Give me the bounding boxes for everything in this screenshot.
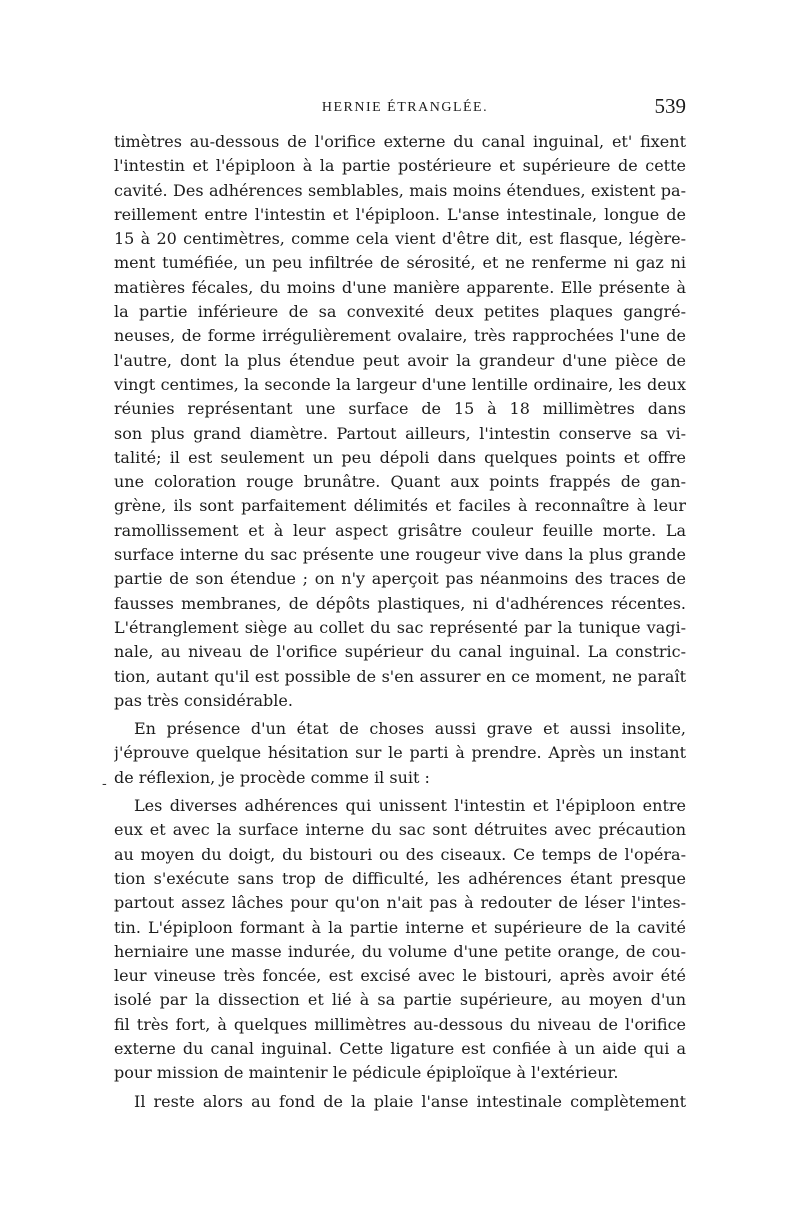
text-line: partie de son étendue ; on n'y aperçoit pas néanmoins des traces de: [114, 569, 686, 589]
text-line: pour mission de maintenir le pédicule épiploïque à l'extérieur.: [114, 1063, 619, 1083]
text-line: vingt centimes, la seconde la largeur d'une lentille ordinaire, les deux: [114, 374, 686, 394]
text-line: la partie inférieure de sa convexité deux petites plaques gangré-: [114, 302, 686, 322]
text-line: En présence d'un état de choses aussi grave et aussi insolite,: [134, 719, 686, 739]
text-line: une coloration rouge brunâtre. Quant aux points frappés de gan-: [114, 472, 686, 492]
text-line: au moyen du doigt, du bistouri ou des ciseaux. Ce temps de l'opéra-: [114, 844, 686, 864]
text-line: matières fécales, du moins d'une manière apparente. Elle présente à: [114, 277, 686, 297]
text-line: externe du canal inguinal. Cette ligature est confiée à un aide qui a: [114, 1038, 686, 1058]
text-line: herniaire une masse indurée, du volume d'une petite orange, de cou-: [114, 941, 686, 961]
text-line: j'éprouve quelque hésitation sur le parti à prendre. Après un instant: [114, 743, 686, 763]
text-line: l'autre, dont la plus étendue peut avoir la grandeur d'une pièce de: [114, 350, 686, 370]
text-line: neuses, de forme irrégulièrement ovalaire, très rapprochées l'une de: [114, 326, 686, 346]
text-line: timètres au-dessous de l'orifice externe du canal inguinal, et' fixent: [114, 132, 686, 151]
text-line: ment tuméfiée, un peu infiltrée de sérosité, et ne renferme ni gaz ni: [114, 253, 686, 273]
text-line: Les diverses adhérences qui unissent l'intestin et l'épiploon entre: [134, 796, 686, 816]
text-line: surface interne du sac présente une rougeur vive dans la plus grande: [114, 545, 686, 565]
text-line: réunies représentant une surface de 15 à 18 millimètres dans: [114, 399, 686, 419]
text-line: talité; il est seulement un peu dépoli dans quelques points et offre: [114, 447, 686, 467]
paragraph: [114, 717, 686, 790]
text-line: 15 à 20 centimètres, comme cela vient d'être dit, est flasque, légère-: [114, 229, 686, 249]
running-head: HERNIE ÉTRANGLÉE.: [321, 100, 489, 115]
page-number: 539: [654, 94, 686, 118]
paragraph: [114, 794, 686, 1086]
text-line: reillement entre l'intestin et l'épiploon. L'anse intestinale, longue de: [114, 204, 686, 224]
text-line: eux et avec la surface interne du sac sont détruites avec précaution: [114, 820, 686, 840]
text-line: tin. L'épiploon formant à la partie interne et supérieure de la cavité: [114, 917, 686, 937]
text-line: fausses membranes, de dépôts plastiques, ni d'adhérences récentes.: [114, 593, 686, 613]
text-line: grène, ils sont parfaitement délimités et faciles à reconnaître à leur: [114, 496, 686, 516]
text-line: cavité. Des adhérences semblables, mais moins étendues, existent pa-: [114, 180, 686, 200]
text-line: nale, au niveau de l'orifice supérieur du canal inguinal. La constric-: [114, 642, 686, 662]
text-line: ramollissement et à leur aspect grisâtre couleur feuille morte. La: [114, 520, 686, 540]
text-line: tion s'exécute sans trop de difficulté, les adhérences étant presque: [114, 868, 686, 888]
text-line: isolé par la dissection et lié à sa partie supérieure, au moyen d'un: [114, 990, 686, 1010]
text-line: leur vineuse très foncée, est excisé avec le bistouri, après avoir été: [114, 966, 686, 986]
text-line: fil très fort, à quelques millimètres au-dessous du niveau de l'orifice: [114, 1014, 686, 1034]
paragraph: [114, 130, 686, 713]
text-line: de réflexion, je procède comme il suit :: [114, 767, 430, 787]
text-line: L'étranglement siège au collet du sac représenté par la tunique vagi-: [114, 617, 686, 637]
text-line: partout assez lâches pour qu'on n'ait pas à redouter de léser l'intes-: [114, 893, 686, 913]
text-line: son plus grand diamètre. Partout ailleurs, l'intestin conserve sa vi-: [114, 423, 686, 443]
margin-mark: -: [102, 776, 107, 792]
body-text: [114, 130, 686, 1114]
paragraph: [114, 1090, 686, 1114]
text-line: tion, autant qu'il est possible de s'en assurer en ce moment, ne paraît: [114, 666, 686, 686]
text-line: l'intestin et l'épiploon à la partie postérieure et supérieure de cette: [114, 156, 686, 176]
text-line: pas très considérable.: [114, 690, 293, 710]
text-line: Il reste alors au fond de la plaie l'anse intestinale complètement: [134, 1091, 686, 1111]
